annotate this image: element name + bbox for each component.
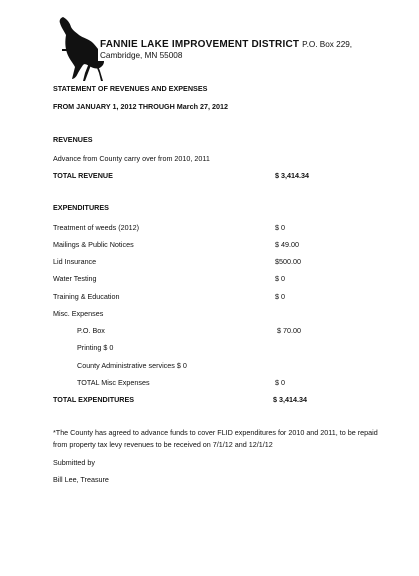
revenue-item: Advance from County carry over from 2010, 2011 [53, 154, 210, 163]
expense-value: $500.00 [275, 257, 301, 266]
expenditures-heading: EXPENDITURES [53, 203, 109, 212]
letterhead-text [98, 39, 395, 61]
expense-label: Treatment of weeds (2012) [53, 223, 140, 232]
submitted-name: Bill Lee, Treasure [53, 475, 109, 484]
total-revenue-label: TOTAL REVENUE [53, 171, 113, 180]
letterhead [62, 40, 395, 60]
revenues-heading: REVENUES [53, 135, 93, 144]
total-expenditures-label: TOTAL EXPENDITURES [53, 395, 135, 404]
statement-title: STATEMENT OF REVENUES AND EXPENSES [53, 84, 208, 93]
submitted-label: Submitted by [53, 458, 95, 467]
total-expenditures-value: $ 3,414.34 [273, 395, 307, 404]
misc-expense-value: $ 0 [275, 378, 285, 387]
expense-value: $ 0 [275, 223, 285, 232]
org-address: P.O. Box 229, Cambridge, MN 55008 [100, 40, 353, 60]
misc-expense-label: County Administrative services $ 0 [77, 361, 187, 370]
statement-period: FROM JANUARY 1, 2012 THROUGH March 27, 2012 [53, 102, 228, 111]
footnote-line-1: *The County has agreed to advance funds to cover FLID expenditures for 2010 and 2011, to be repaid [53, 428, 378, 437]
footnote-line-2: from property tax levy revenues to be received on 7/1/12 and 12/1/12 [53, 440, 273, 449]
total-revenue-value: $ 3,414.34 [275, 171, 309, 180]
misc-expense-value: $ 70.00 [277, 326, 301, 335]
expense-label: Water Testing [53, 274, 97, 283]
org-name: FANNIE LAKE IMPROVEMENT DISTRICT [100, 39, 300, 50]
expense-label: Training & Education [53, 292, 120, 301]
expense-value: $ 0 [275, 274, 285, 283]
misc-expense-label: Printing $ 0 [77, 343, 114, 352]
misc-expense-label: TOTAL Misc Expenses [77, 378, 150, 387]
expense-label: Lid Insurance [53, 257, 97, 266]
misc-expense-label: P.O. Box [77, 326, 105, 335]
expense-label: Mailings & Public Notices [53, 240, 134, 249]
expense-value: $ 0 [275, 292, 285, 301]
misc-expenses-label: Misc. Expenses [53, 309, 104, 318]
expense-value: $ 49.00 [275, 240, 299, 249]
